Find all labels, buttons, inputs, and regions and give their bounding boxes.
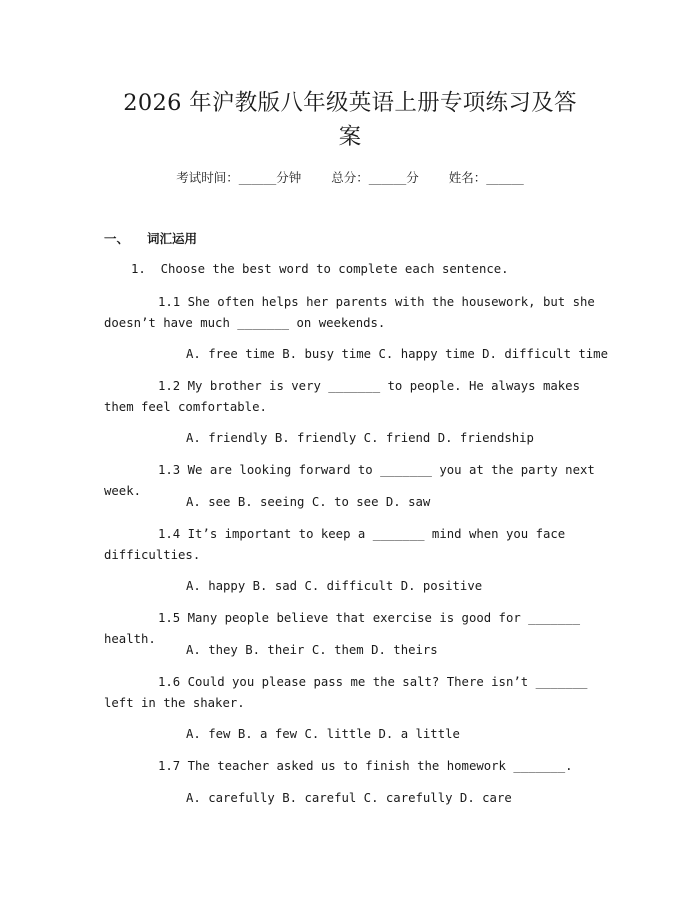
question-1-5: 1.5 Many people believe that exercise is good for _______ health. [104, 611, 580, 646]
exam-time: 考试时间：______分钟 [176, 170, 302, 185]
question-1-3: 1.3 We are looking forward to _______ you at the party next week. [104, 463, 595, 498]
section-number: 一、 [104, 231, 130, 246]
options-1-2: A. friendly B. friendly C. friend D. friendship [186, 431, 534, 445]
options-1-3: A. see B. seeing C. to see D. saw [186, 495, 431, 509]
question-1-7: 1.7 The teacher asked us to finish the homework _______. [158, 759, 573, 773]
total-score: 总分：______分 [331, 170, 419, 185]
question-1-1: 1.1 She often helps her parents with the housework, but she doesn’t have much _______ on weekends. [104, 295, 595, 330]
document-title [100, 86, 600, 154]
options-1-7: A. carefully B. careful C. carefully D. care [186, 791, 512, 805]
exam-info [0, 168, 700, 188]
instruction: 1. Choose the best word to complete each sentence. [131, 262, 509, 276]
options-1-6: A. few B. a few C. little D. a little [186, 727, 460, 741]
question-1-4: 1.4 It’s important to keep a _______ mind when you face difficulties. [104, 527, 566, 562]
student-name: 姓名：______ [448, 170, 524, 185]
question-1-2: 1.2 My brother is very _______ to people. He always makes them feel comfortable. [104, 379, 580, 414]
options-1-5: A. they B. their C. them D. theirs [186, 643, 438, 657]
title-line-2: 案 [338, 124, 362, 150]
title-line-1: 2026 年沪教版八年级英语上册专项练习及答 [123, 90, 577, 116]
question-1-6: 1.6 Could you please pass me the salt? There isn’t _______ left in the shaker. [104, 675, 588, 710]
section-title: 词汇运用 [147, 231, 198, 246]
section-heading [104, 229, 197, 249]
options-1-4: A. happy B. sad C. difficult D. positive [186, 579, 483, 593]
options-1-1: A. free time B. busy time C. happy time D. difficult time [186, 347, 608, 361]
